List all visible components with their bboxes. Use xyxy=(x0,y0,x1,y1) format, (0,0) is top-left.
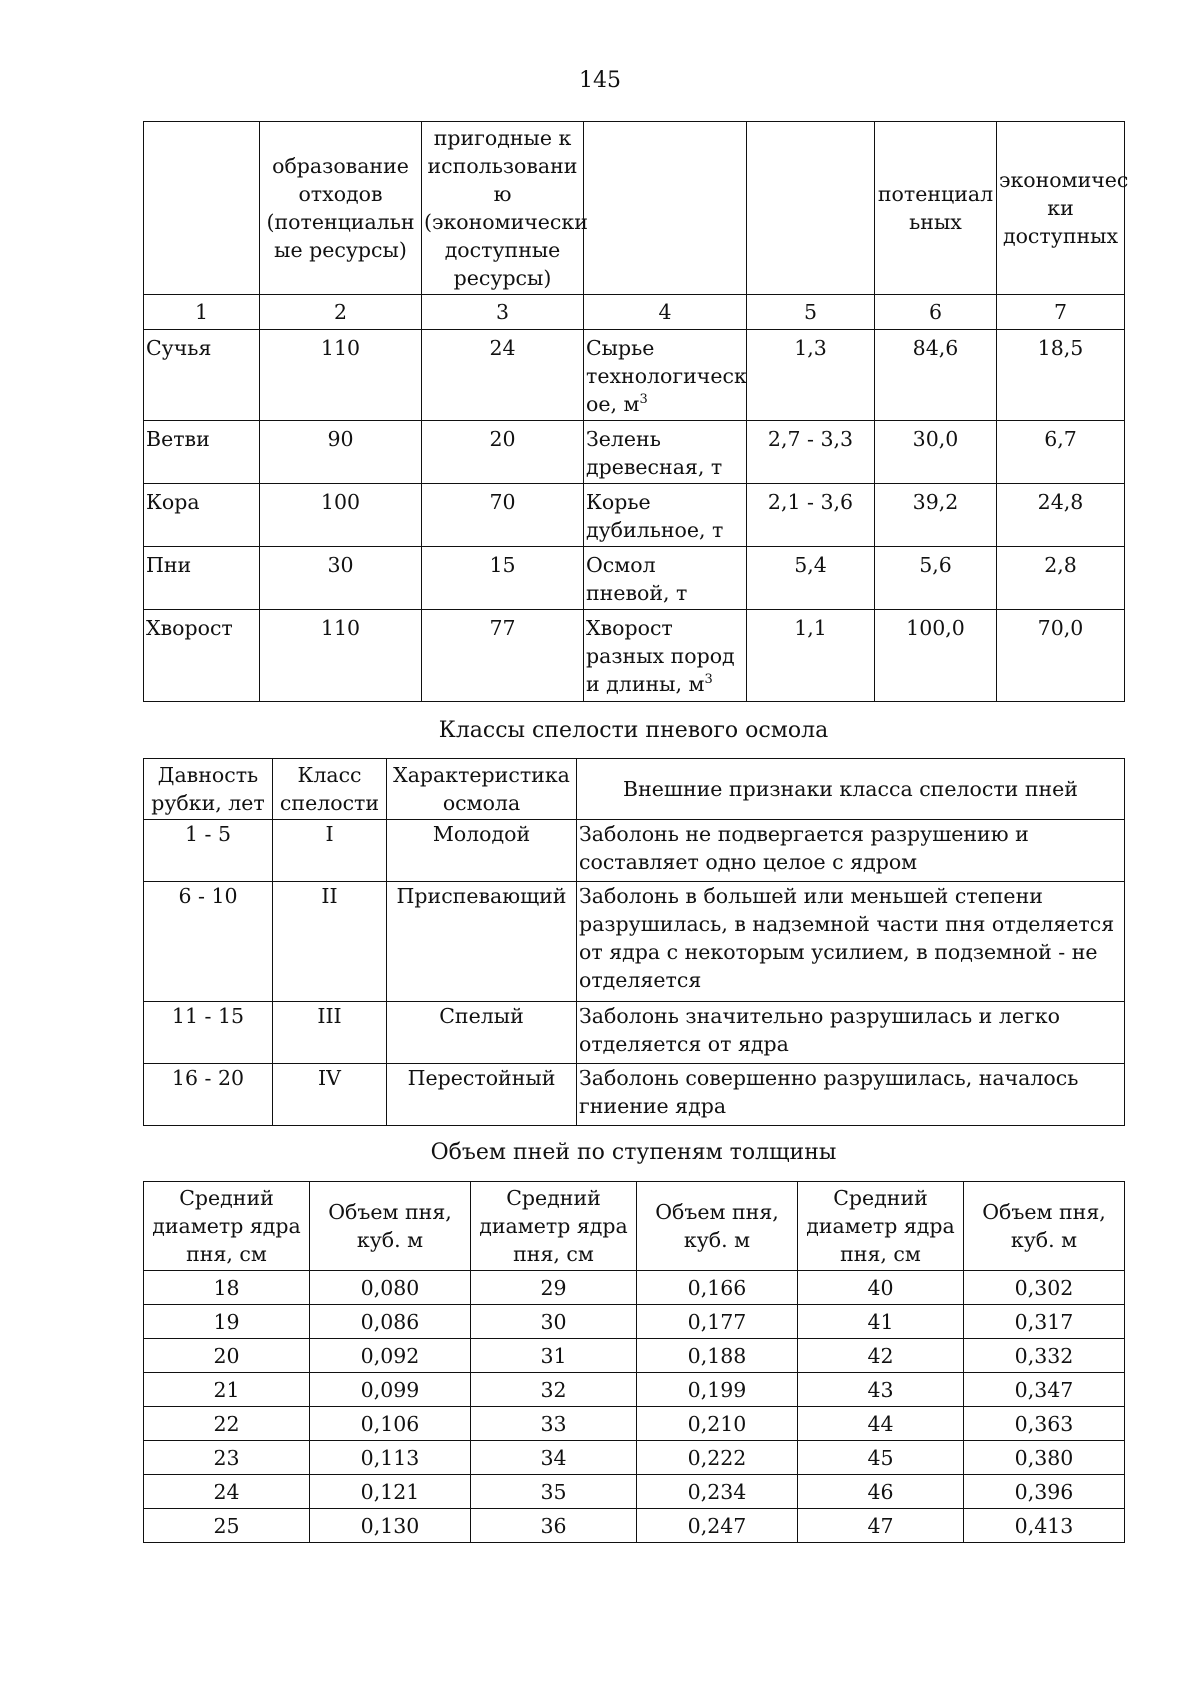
cell-diameter: 40 xyxy=(798,1271,964,1305)
cell: 24,8 xyxy=(997,484,1125,547)
cell: 30 xyxy=(260,547,422,610)
cell-volume: 0,396 xyxy=(964,1475,1125,1509)
column-number: 3 xyxy=(422,295,584,330)
cell: 20 xyxy=(422,421,584,484)
table-header-row xyxy=(144,759,1125,820)
table-caption: Объем пней по ступеням толщины xyxy=(430,1140,837,1165)
header-cell: образование отходов (потенциальн ые ресурсы) xyxy=(260,122,422,295)
cell-volume: 0,166 xyxy=(637,1271,798,1305)
table-row xyxy=(144,820,1125,882)
cell-diameter: 19 xyxy=(144,1305,310,1339)
cell-product xyxy=(584,330,747,421)
table-row xyxy=(144,1407,1125,1441)
column-number: 7 xyxy=(997,295,1125,330)
cell-volume: 0,210 xyxy=(637,1407,798,1441)
cell: 100 xyxy=(260,484,422,547)
column-number: 2 xyxy=(260,295,422,330)
cell-signs: Заболонь не подвергается разрушению и составляет одно целое с ядром xyxy=(577,820,1125,882)
cell-volume: 0,413 xyxy=(964,1509,1125,1543)
cell-product xyxy=(584,547,747,610)
cell-class: IV xyxy=(273,1064,387,1126)
cell-diameter: 20 xyxy=(144,1339,310,1373)
cell: 39,2 xyxy=(875,484,997,547)
cell-age: 11 - 15 xyxy=(144,1002,273,1064)
cell-characteristic: Спелый xyxy=(387,1002,577,1064)
header-cell: Объем пня, куб. м xyxy=(964,1182,1125,1271)
cell: 15 xyxy=(422,547,584,610)
product-text: Хворост разных пород и длины, м xyxy=(586,616,735,696)
cell-diameter: 47 xyxy=(798,1509,964,1543)
cell-volume: 0,086 xyxy=(310,1305,471,1339)
header-cell: Внешние признаки класса спелости пней xyxy=(577,759,1125,820)
cell: 24 xyxy=(422,330,584,421)
table-row xyxy=(144,421,1125,484)
table-row xyxy=(144,1475,1125,1509)
waste-resources-table xyxy=(143,121,1129,702)
cell-volume: 0,177 xyxy=(637,1305,798,1339)
table-row xyxy=(144,1373,1125,1407)
cell-diameter: 46 xyxy=(798,1475,964,1509)
cell-diameter: 29 xyxy=(471,1271,637,1305)
cell-volume: 0,380 xyxy=(964,1441,1125,1475)
cell-volume: 0,332 xyxy=(964,1339,1125,1373)
cell-diameter: 33 xyxy=(471,1407,637,1441)
header-cell: Средний диаметр ядра пня, см xyxy=(798,1182,964,1271)
header-cell: Средний диаметр ядра пня, см xyxy=(471,1182,637,1271)
cell: 6,7 xyxy=(997,421,1125,484)
cell-waste-type: Хворост xyxy=(144,610,260,702)
table-row xyxy=(144,1441,1125,1475)
cell-volume: 0,199 xyxy=(637,1373,798,1407)
header-cell xyxy=(747,122,875,295)
cell: 5,6 xyxy=(875,547,997,610)
cell-volume: 0,130 xyxy=(310,1509,471,1543)
cell: 84,6 xyxy=(875,330,997,421)
cell-diameter: 45 xyxy=(798,1441,964,1475)
cell-diameter: 43 xyxy=(798,1373,964,1407)
cell-waste-type: Пни xyxy=(144,547,260,610)
cell-waste-type: Сучья xyxy=(144,330,260,421)
table-row xyxy=(144,610,1125,702)
cell-age: 6 - 10 xyxy=(144,882,273,1002)
cell-class: III xyxy=(273,1002,387,1064)
cell: 110 xyxy=(260,330,422,421)
cell: 2,8 xyxy=(997,547,1125,610)
cell-volume: 0,317 xyxy=(964,1305,1125,1339)
cell-class: I xyxy=(273,820,387,882)
cell-waste-type: Кора xyxy=(144,484,260,547)
cell-volume: 0,121 xyxy=(310,1475,471,1509)
table-row xyxy=(144,330,1125,421)
cell-characteristic: Молодой xyxy=(387,820,577,882)
cell-volume: 0,222 xyxy=(637,1441,798,1475)
page-number: 145 xyxy=(579,68,621,93)
header-cell: пригодные к использовани ю (экономически доступные ресурсы) xyxy=(422,122,584,295)
table-header-row xyxy=(144,122,1125,295)
cell-waste-type: Ветви xyxy=(144,421,260,484)
product-text: Зелень древесная, т xyxy=(586,427,723,479)
product-text: Корье дубильное, т xyxy=(586,490,724,542)
header-cell xyxy=(584,122,747,295)
cell-signs: Заболонь совершенно разрушилась, началось гниение ядра xyxy=(577,1064,1125,1126)
cell-age: 16 - 20 xyxy=(144,1064,273,1126)
cell-characteristic: Перестойный xyxy=(387,1064,577,1126)
cell-signs: Заболонь в большей или меньшей степени разрушилась, в надземной части пня отделяется от ядра с некоторым усилием, в подземной - не отделяется xyxy=(577,882,1125,1002)
table-row xyxy=(144,547,1125,610)
cell: 70,0 xyxy=(997,610,1125,702)
table-row xyxy=(144,1271,1125,1305)
header-cell: экономичес ки доступных xyxy=(997,122,1125,295)
cell: 30,0 xyxy=(875,421,997,484)
superscript: 3 xyxy=(639,392,648,408)
resin-maturity-table xyxy=(143,758,1125,1126)
header-cell: потенциал ьных xyxy=(875,122,997,295)
header-cell: Средний диаметр ядра пня, см xyxy=(144,1182,310,1271)
cell-diameter: 21 xyxy=(144,1373,310,1407)
cell-diameter: 18 xyxy=(144,1271,310,1305)
cell: 100,0 xyxy=(875,610,997,702)
table-row xyxy=(144,1002,1125,1064)
header-cell: Давность рубки, лет xyxy=(144,759,273,820)
cell-diameter: 41 xyxy=(798,1305,964,1339)
cell: 18,5 xyxy=(997,330,1125,421)
table-row xyxy=(144,882,1125,1002)
cell-diameter: 31 xyxy=(471,1339,637,1373)
cell: 90 xyxy=(260,421,422,484)
cell-volume: 0,099 xyxy=(310,1373,471,1407)
cell-product xyxy=(584,421,747,484)
cell-diameter: 42 xyxy=(798,1339,964,1373)
cell-diameter: 24 xyxy=(144,1475,310,1509)
column-number: 6 xyxy=(875,295,997,330)
cell: 2,7 - 3,3 xyxy=(747,421,875,484)
table-row xyxy=(144,1339,1125,1373)
header-cell: Объем пня, куб. м xyxy=(637,1182,798,1271)
table-row xyxy=(144,484,1125,547)
superscript: 3 xyxy=(704,672,713,688)
cell-product xyxy=(584,484,747,547)
cell-diameter: 23 xyxy=(144,1441,310,1475)
table-row xyxy=(144,1064,1125,1126)
cell-diameter: 35 xyxy=(471,1475,637,1509)
table-row xyxy=(144,1305,1125,1339)
cell-volume: 0,113 xyxy=(310,1441,471,1475)
column-number-row xyxy=(144,295,1125,330)
cell-diameter: 36 xyxy=(471,1509,637,1543)
cell-diameter: 22 xyxy=(144,1407,310,1441)
product-text: Сырье технологическ ое, м xyxy=(586,336,747,416)
cell-volume: 0,247 xyxy=(637,1509,798,1543)
cell-volume: 0,092 xyxy=(310,1339,471,1373)
column-number: 5 xyxy=(747,295,875,330)
header-cell: Характеристика осмола xyxy=(387,759,577,820)
header-cell: Объем пня, куб. м xyxy=(310,1182,471,1271)
cell-volume: 0,234 xyxy=(637,1475,798,1509)
cell-volume: 0,363 xyxy=(964,1407,1125,1441)
cell-volume: 0,347 xyxy=(964,1373,1125,1407)
cell: 110 xyxy=(260,610,422,702)
cell-age: 1 - 5 xyxy=(144,820,273,882)
table-row xyxy=(144,1509,1125,1543)
column-number: 1 xyxy=(144,295,260,330)
cell-diameter: 25 xyxy=(144,1509,310,1543)
table-body xyxy=(144,1271,1125,1543)
table-header-row xyxy=(144,1182,1125,1271)
header-cell xyxy=(144,122,260,295)
cell-volume: 0,302 xyxy=(964,1271,1125,1305)
cell-class: II xyxy=(273,882,387,1002)
cell: 70 xyxy=(422,484,584,547)
product-text: Осмол пневой, т xyxy=(586,553,688,605)
cell: 5,4 xyxy=(747,547,875,610)
table-caption: Классы спелости пневого осмола xyxy=(438,718,829,743)
cell-diameter: 32 xyxy=(471,1373,637,1407)
cell: 1,1 xyxy=(747,610,875,702)
cell-volume: 0,106 xyxy=(310,1407,471,1441)
header-cell: Класс спелости xyxy=(273,759,387,820)
cell: 1,3 xyxy=(747,330,875,421)
column-number: 4 xyxy=(584,295,747,330)
cell: 2,1 - 3,6 xyxy=(747,484,875,547)
stump-volume-table xyxy=(143,1181,1125,1543)
cell-signs: Заболонь значительно разрушилась и легко отделяется от ядра xyxy=(577,1002,1125,1064)
cell-characteristic: Приспевающий xyxy=(387,882,577,1002)
cell-diameter: 34 xyxy=(471,1441,637,1475)
cell-diameter: 30 xyxy=(471,1305,637,1339)
cell-volume: 0,080 xyxy=(310,1271,471,1305)
cell: 77 xyxy=(422,610,584,702)
cell-diameter: 44 xyxy=(798,1407,964,1441)
cell-product xyxy=(584,610,747,702)
cell-volume: 0,188 xyxy=(637,1339,798,1373)
